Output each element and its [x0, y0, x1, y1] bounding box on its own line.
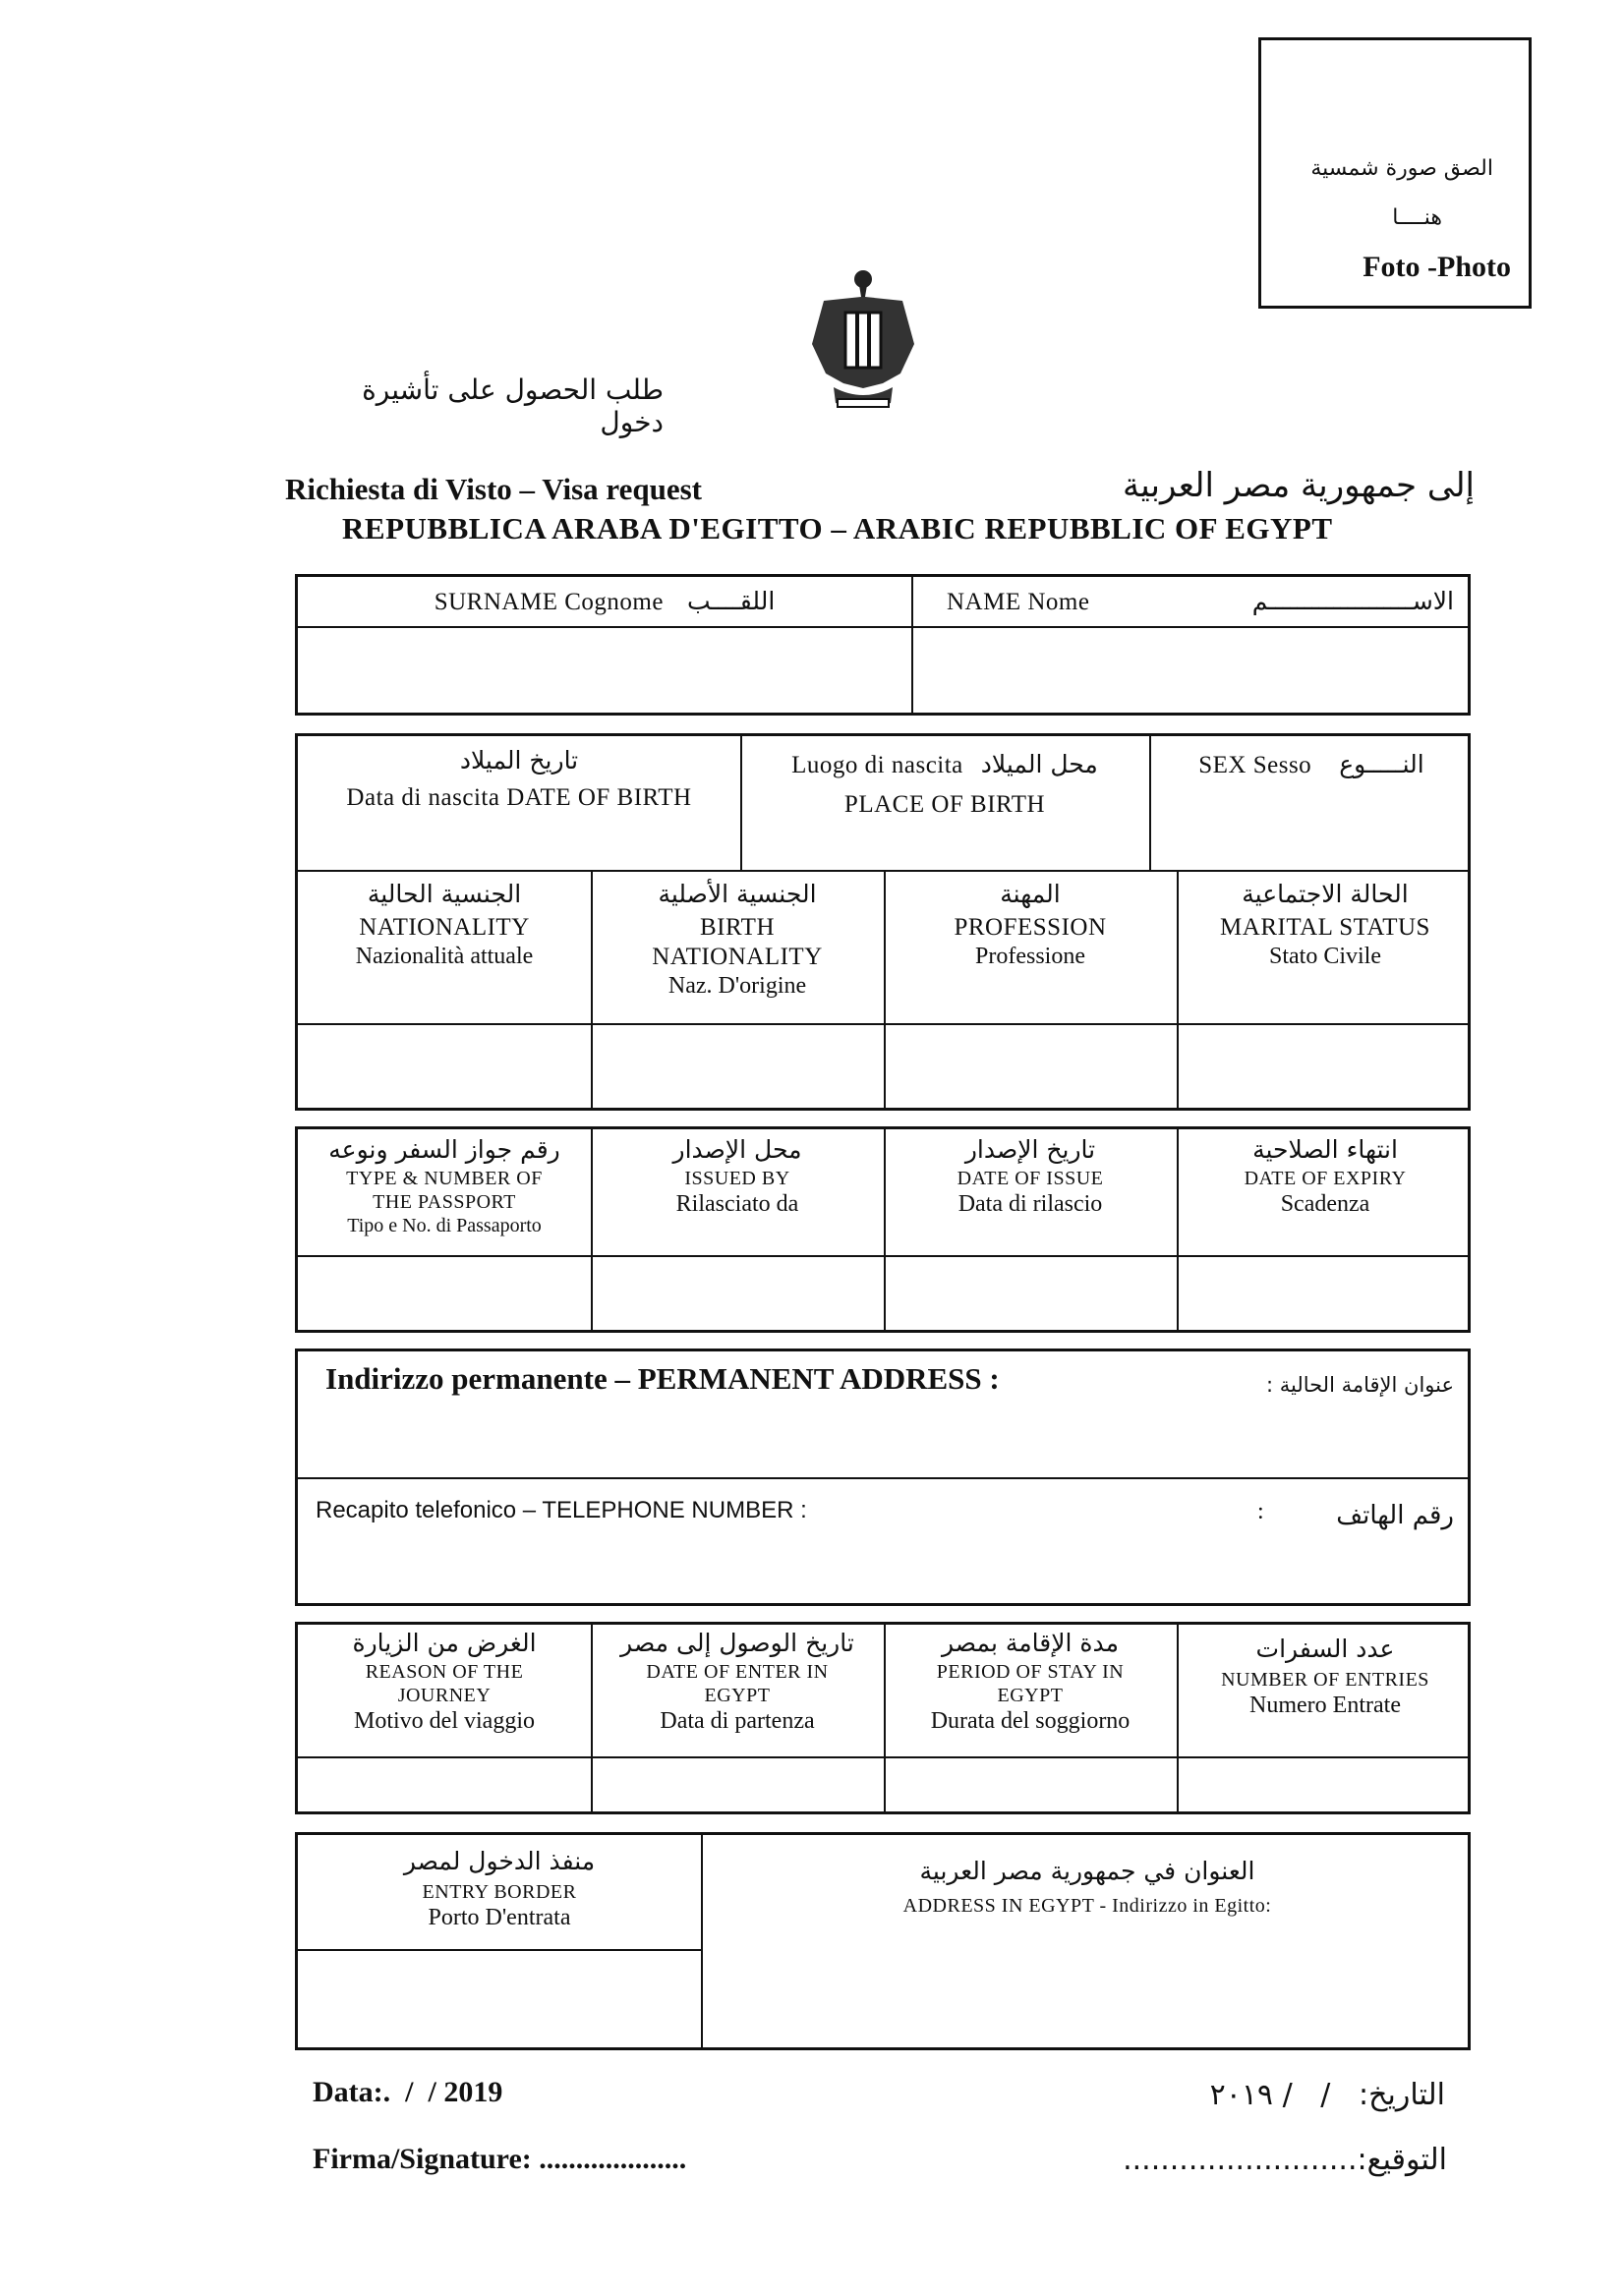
date-enter-ar: تاريخ الوصول إلى مصر [620, 1629, 854, 1657]
period-input[interactable] [886, 1760, 1173, 1811]
telephone-input[interactable] [300, 1538, 1468, 1603]
profession-it: Professione [975, 944, 1085, 969]
period-header [884, 1629, 1177, 1736]
form-title: Richiesta di Visto – Visa request [285, 472, 702, 506]
period-label-2: EGYPT [997, 1685, 1064, 1706]
date-enter-header [591, 1629, 884, 1736]
entries-it: Numero Entrate [1249, 1693, 1401, 1718]
telephone-colon: : [1257, 1499, 1264, 1524]
permanent-address-ar: عنوان الإقامة الحالية : [1265, 1373, 1454, 1397]
address-egypt-ar: العنوان في جمهورية مصر العربية [919, 1857, 1255, 1885]
surname-input[interactable] [300, 630, 907, 713]
marital-status-it: Stato Civile [1269, 944, 1381, 969]
reason-ar: الغرض من الزيارة [352, 1629, 537, 1657]
name-label-ar: الاســــــــــــــــــــم [1251, 587, 1454, 615]
date-of-expiry-ar: انتهاء الصلاحية [1252, 1135, 1398, 1164]
date-of-issue-input[interactable] [886, 1259, 1173, 1330]
name-input[interactable] [915, 630, 1468, 713]
address-egypt-header [701, 1857, 1474, 1918]
passport-type-it: Tipo e No. di Passaporto [347, 1215, 542, 1236]
birth-nationality-it: Naz. D'origine [667, 973, 807, 999]
nationality-ar: الجنسية الحالية [367, 880, 522, 908]
marital-status-header [1177, 880, 1474, 971]
entry-section [295, 1832, 1471, 2050]
reason-it: Motivo del viaggio [354, 1708, 535, 1734]
entries-input[interactable] [1179, 1760, 1470, 1811]
passport-section [295, 1126, 1471, 1333]
form-title-ar: طلب الحصول على تأشيرة دخول [362, 373, 664, 438]
photo-instruction-ar: الصق صورة شمسية [1310, 156, 1493, 181]
date-of-issue-header [884, 1135, 1177, 1219]
place-of-birth-ar: محل الميلاد [980, 750, 1098, 778]
reason-label-2: JOURNEY [397, 1685, 492, 1706]
issued-by-label: ISSUED BY [684, 1168, 790, 1189]
signature-field[interactable]: Firma/Signature: .................... [313, 2143, 687, 2175]
address-egypt-input[interactable] [705, 1918, 1468, 2047]
entries-header [1177, 1635, 1474, 1720]
date-of-birth-ar: تاريخ الميلاد [459, 746, 579, 775]
republic-title: REPUBBLICA ARABA D'EGITTO – ARABIC REPUBBLIC OF EGYPT [342, 511, 1333, 545]
profession-ar: المهنة [1000, 880, 1061, 908]
date-enter-input[interactable] [593, 1760, 880, 1811]
address-section [295, 1349, 1471, 1606]
period-it: Durata del soggiorno [930, 1708, 1131, 1734]
date-of-expiry-header [1177, 1135, 1474, 1219]
marital-status-input[interactable] [1179, 1027, 1470, 1110]
entry-border-header [298, 1847, 701, 1932]
date-of-issue-it: Data di rilascio [957, 1191, 1103, 1217]
issued-by-ar: محل الإصدار [672, 1135, 802, 1164]
name-label: NAME Nome [947, 589, 1090, 615]
date-field-ar[interactable]: التاريخ: / / ٢٠١٩ [1209, 2078, 1445, 2112]
entry-border-label: ENTRY BORDER [422, 1881, 577, 1903]
place-of-birth-label: PLACE OF BIRTH [843, 791, 1046, 818]
date-of-birth-input[interactable] [300, 819, 736, 868]
date-of-expiry-input[interactable] [1179, 1259, 1470, 1330]
birth-nationality-input[interactable] [593, 1027, 880, 1110]
nationality-header [298, 880, 591, 971]
place-of-birth-input[interactable] [744, 819, 1147, 868]
nationality-label: NATIONALITY [359, 914, 530, 941]
place-of-birth-it: Luogo di nascita [791, 752, 963, 778]
passport-type-label-1: TYPE & NUMBER OF [346, 1168, 543, 1189]
date-enter-it: Data di partenza [660, 1708, 815, 1734]
entry-border-input[interactable] [300, 1953, 697, 2047]
reason-label-1: REASON OF THE [365, 1661, 524, 1683]
period-ar: مدة الإقامة بمصر [942, 1629, 1119, 1657]
eagle-emblem-icon [804, 265, 922, 411]
photo-label: Foto -Photo [1363, 251, 1511, 283]
permanent-address-label: Indirizzo permanente – PERMANENT ADDRESS : [325, 1361, 1000, 1396]
issued-by-header [591, 1135, 884, 1219]
date-of-expiry-it: Scadenza [1280, 1191, 1370, 1217]
marital-status-ar: الحالة الاجتماعية [1242, 880, 1409, 908]
date-of-birth-label: Data di nascita DATE OF BIRTH [346, 784, 692, 811]
date-enter-label-2: EGYPT [704, 1685, 771, 1706]
passport-type-ar: رقم جواز السفر ونوعه [328, 1135, 560, 1164]
birth-nationality-label-1: BIRTH [700, 914, 775, 941]
entries-label: NUMBER OF ENTRIES [1221, 1669, 1429, 1691]
date-of-issue-ar: تاريخ الإصدار [964, 1135, 1096, 1164]
address-egypt-label: ADDRESS IN EGYPT - Indirizzo in Egitto: [902, 1895, 1272, 1917]
entries-ar: عدد السفرات [1255, 1635, 1395, 1663]
issued-by-it: Rilasciato da [675, 1191, 799, 1217]
entry-border-ar: منفذ الدخول لمصر [403, 1847, 596, 1875]
sex-input[interactable] [1153, 795, 1468, 868]
birth-section [295, 733, 1471, 1111]
photo-here-ar: هنــــا [1392, 205, 1442, 230]
surname-label: SURNAME Cognome [434, 589, 664, 615]
date-field[interactable]: Data:. / / 2019 [313, 2076, 503, 2108]
place-of-birth-header [740, 750, 1149, 820]
issued-by-input[interactable] [593, 1259, 880, 1330]
sex-header [1149, 750, 1474, 780]
reason-header [298, 1629, 591, 1736]
telephone-ar: رقم الهاتف [1336, 1501, 1454, 1530]
nationality-it: Nazionalità attuale [355, 944, 534, 969]
date-of-issue-label: DATE OF ISSUE [957, 1168, 1104, 1189]
name-section [295, 574, 1471, 716]
passport-type-label-2: THE PASSPORT [373, 1191, 516, 1213]
marital-status-label: MARITAL STATUS [1220, 914, 1430, 941]
surname-label-ar: اللقــــب [686, 587, 776, 615]
date-enter-label-1: DATE OF ENTER IN [646, 1661, 829, 1683]
reason-input[interactable] [300, 1760, 587, 1811]
sex-label: SEX Sesso [1198, 752, 1312, 778]
birth-nationality-header [591, 880, 884, 1001]
surname-header [298, 587, 911, 617]
signature-field-ar[interactable]: التوقيع:......................... [1123, 2143, 1447, 2177]
profession-input[interactable] [886, 1027, 1173, 1110]
telephone-label: Recapito telefonico – TELEPHONE NUMBER : [316, 1497, 807, 1523]
sex-label-ar: النـــــوع [1339, 750, 1424, 778]
passport-type-header [298, 1135, 591, 1237]
period-label-1: PERIOD OF STAY IN [936, 1661, 1125, 1683]
recipient-ar: إلى جمهورية مصر العربية [1123, 466, 1475, 505]
date-of-birth-header [298, 746, 740, 813]
nationality-input[interactable] [300, 1027, 587, 1110]
date-of-expiry-label: DATE OF EXPIRY [1244, 1168, 1407, 1189]
trip-section [295, 1622, 1471, 1814]
profession-header [884, 880, 1177, 971]
permanent-address-input[interactable] [300, 1406, 1468, 1475]
birth-nationality-ar: الجنسية الأصلية [658, 880, 817, 908]
entry-border-it: Porto D'entrata [428, 1905, 571, 1930]
passport-number-input[interactable] [300, 1259, 587, 1330]
photo-box[interactable] [1258, 37, 1532, 309]
birth-nationality-label-2: NATIONALITY [652, 944, 823, 970]
profession-label: PROFESSION [954, 914, 1107, 941]
